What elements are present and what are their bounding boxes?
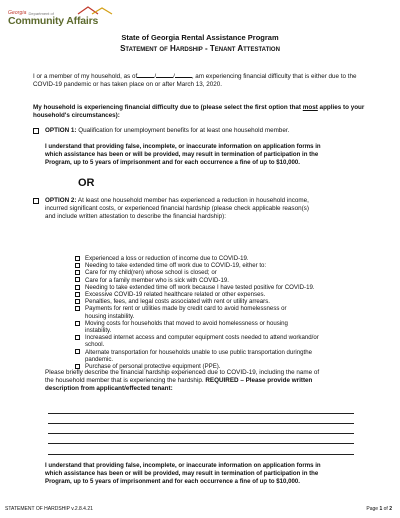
writing-line[interactable] xyxy=(48,454,354,455)
reason-checkbox[interactable] xyxy=(75,321,80,326)
reason-text: Payments for rent or utilities made by credit card to avoid homelessness or xyxy=(85,305,287,313)
reason-text: instability. xyxy=(85,327,112,335)
reason-checkbox[interactable] xyxy=(75,292,80,297)
hardship-reason-item xyxy=(75,349,375,363)
footer-version: STATEMENT OF HARDSHIP v.2.8.4.21 xyxy=(5,506,93,512)
reason-text: Care for a family member who is sick with COVID-19. xyxy=(85,276,229,284)
hardship-reason-item xyxy=(75,298,375,305)
reason-text: Alternate transportation for households unable to use public transportation duringthe xyxy=(85,348,312,356)
reason-text: school. xyxy=(85,341,105,349)
reason-checkbox[interactable] xyxy=(75,335,80,340)
reason-text: pandemic. xyxy=(85,355,114,363)
reason-checkbox[interactable] xyxy=(75,349,80,354)
hardship-reason-item xyxy=(75,320,375,334)
intro-paragraph: I or a member of my household, as of / / , am experiencing financial difficulty that is either due to the COVID-19 pandemic or has taken place on or after March 13, 2020. xyxy=(33,73,357,88)
reason-text: Penalties, fees, and legal costs associated with rent or utility arrears. xyxy=(85,298,270,306)
reason-checkbox[interactable] xyxy=(75,285,80,290)
reason-checkbox[interactable] xyxy=(75,306,80,311)
date-month-field[interactable] xyxy=(137,72,154,78)
hardship-reason-item xyxy=(75,277,375,284)
warning-block-1: I understand that providing false, incomplete, or inaccurate information on application forms in which assistance has been or will be provided, may result in termination of participation in the Program, up to 5 years of imprisonment and for each occurrence a fine of up to $10,000. xyxy=(45,143,321,166)
option2-checkbox[interactable] xyxy=(33,198,39,204)
footer-page-number: Page 1 of 2 xyxy=(366,506,392,512)
writing-line[interactable] xyxy=(48,423,354,424)
hardship-reason-item xyxy=(75,284,375,291)
describe-paragraph: Please briefly describe the financial hardship experienced due to COVID-19, including the name of the household member that is experiencing the hardship. REQUIRED – Please provide written description from applicant/effected tenant: xyxy=(45,369,320,392)
reason-text: Excessive COVID-19 related healthcare related or other expenses. xyxy=(85,291,266,299)
reason-text: Purchase of personal protective equipment (PPE). xyxy=(85,363,221,371)
writing-line[interactable] xyxy=(48,433,354,434)
reason-text: Needing to take extended time off work because I have tested positive for COVID-19. xyxy=(85,283,315,291)
option1-text: OPTION 1: Qualification for unemployment benefits for at least one household member. xyxy=(45,127,290,134)
hardship-reason-item xyxy=(75,305,375,319)
date-year-field[interactable] xyxy=(175,72,192,78)
hardship-reason-item xyxy=(75,255,375,262)
hardship-reason-item xyxy=(75,291,375,298)
writing-line[interactable] xyxy=(48,413,354,414)
warning-block-2: I understand that providing false, incomplete, or inaccurate information on application forms in which assistance has been or will be provided, may result in termination of participation in the Program, up to 5 years of imprisonment and for each occurrence a fine of up to $10,000. xyxy=(45,462,321,485)
option1-checkbox[interactable] xyxy=(33,128,39,134)
reason-text: Experienced a loss or reduction of income due to COVID-19. xyxy=(85,255,249,262)
date-day-field[interactable] xyxy=(156,72,173,78)
hardship-reason-item xyxy=(75,334,375,348)
household-prompt: My household is experiencing financial difficulty due to (please select the first option that most applies to your household's circumstances): xyxy=(33,104,365,119)
hardship-reason-item xyxy=(75,269,375,276)
reason-checkbox[interactable] xyxy=(75,256,80,261)
logo-small-text: Georgia xyxy=(8,10,27,16)
reason-checkbox[interactable] xyxy=(75,277,80,282)
page-subtitle: Statement of Hardship - Tenant Attestation xyxy=(120,44,280,53)
hardship-reasons-list xyxy=(75,255,375,370)
reason-text: Care for my child(ren) whose school is closed; or xyxy=(85,269,217,277)
reason-text: Moving costs for households that moved to avoid homelessness or housing xyxy=(85,319,288,327)
logo-small-text-2: Department of xyxy=(28,11,54,16)
page-title: State of Georgia Rental Assistance Program xyxy=(121,33,279,42)
house-roof-icon xyxy=(76,5,116,15)
option2-text: OPTION 2: At least one household member has experienced a reduction in household income, incurred significant costs, or experienced financial hardship (please check applicable reason(s) and include written attestation to describe the financial hardship): xyxy=(45,197,309,220)
reason-checkbox[interactable] xyxy=(75,263,80,268)
reason-checkbox[interactable] xyxy=(75,270,80,275)
writing-line[interactable] xyxy=(48,443,354,444)
dca-logo xyxy=(8,6,123,32)
reason-text: Increased internet access and computer equipment costs needed to attend workand/or xyxy=(85,334,319,342)
or-separator: OR xyxy=(78,177,95,189)
reason-checkbox[interactable] xyxy=(75,299,80,304)
logo-main-text: Community Affairs xyxy=(8,15,99,27)
hardship-reason-item xyxy=(75,262,375,269)
reason-text: housing instability. xyxy=(85,312,135,320)
reason-text: Needing to take extended time off work due to COVID-19, either to: xyxy=(85,262,267,270)
